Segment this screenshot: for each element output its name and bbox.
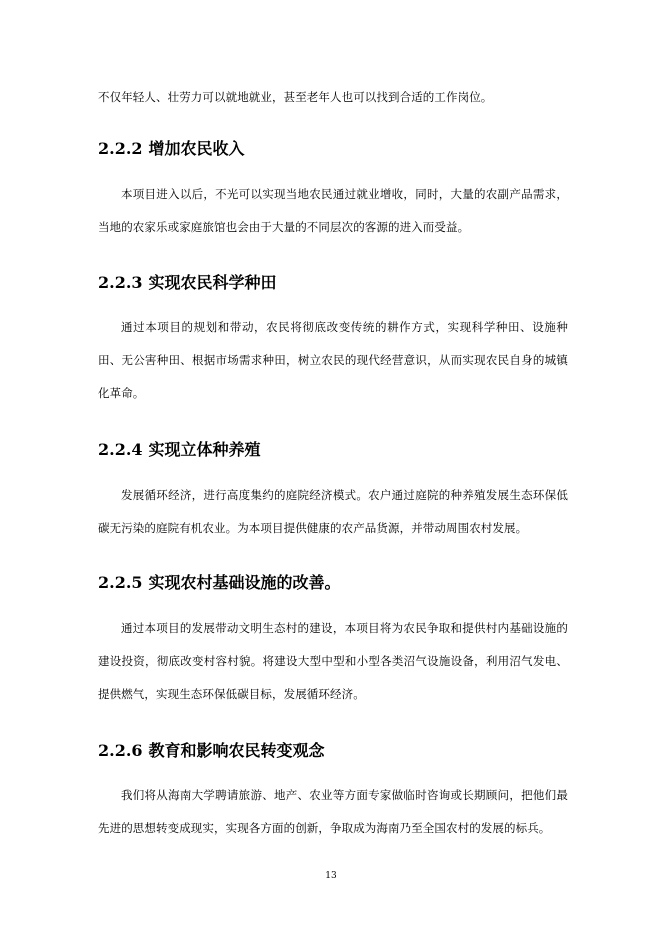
section-number: 2.2.3 bbox=[98, 273, 143, 292]
section-heading-2-2-6 bbox=[98, 738, 325, 761]
section-title: 实现农村基础设施的改善。 bbox=[148, 573, 341, 592]
paragraph-integrated-farming: 发展循环经济，进行高度集约的庭院经济模式。农户通过庭院的种养殖发展生态环保低碳无污染的庭院有机农业。为本项目提供健康的农产品货源，并带动周围农村发展。 bbox=[98, 488, 568, 535]
section-heading-2-2-2 bbox=[98, 136, 245, 159]
section-heading-2-2-3 bbox=[98, 270, 277, 293]
paragraph-infrastructure: 通过本项目的发展带动文明生态村的建设，本项目将为农民争取和提供村内基础设施的建设投资，彻底改变村容村貌。将建设大型中型和小型各类沼气设施设备，利用沼气发电、提供燃气，实现生态环保低碳目标，发展循环经济。 bbox=[98, 621, 568, 701]
page-number: 13 bbox=[325, 871, 337, 881]
paragraph-continuation: 不仅年轻人、壮劳力可以就地就业，甚至老年人也可以找到合适的工作岗位。 bbox=[98, 90, 493, 104]
paragraph-increase-income: 本项目进入以后，不光可以实现当地农民通过就业增收，同时，大量的农副产品需求，当地的农家乐或家庭旅馆也会由于大量的不同层次的客源的进入而受益。 bbox=[98, 187, 568, 234]
section-title: 增加农民收入 bbox=[148, 139, 245, 158]
section-heading-2-2-4 bbox=[98, 437, 261, 460]
section-number: 2.2.2 bbox=[98, 139, 143, 158]
section-title: 实现农民科学种田 bbox=[148, 273, 277, 292]
section-number: 2.2.5 bbox=[98, 573, 143, 592]
section-title: 实现立体种养殖 bbox=[148, 440, 261, 459]
section-heading-2-2-5 bbox=[98, 570, 341, 593]
section-title: 教育和影响农民转变观念 bbox=[148, 741, 325, 760]
section-number: 2.2.4 bbox=[98, 440, 143, 459]
paragraph-education: 我们将从海南大学聘请旅游、地产、农业等方面专家做临时咨询或长期顾问，把他们最先进的思想转变成现实，实现各方面的创新，争取成为海南乃至全国农村的发展的标兵。 bbox=[98, 788, 568, 835]
paragraph-scientific-farming: 通过本项目的规划和带动，农民将彻底改变传统的耕作方式，实现科学种田、设施种田、无公害种田、根据市场需求种田，树立农民的现代经营意识，从而实现农民自身的城镇化革命。 bbox=[98, 320, 568, 400]
section-number: 2.2.6 bbox=[98, 741, 143, 760]
